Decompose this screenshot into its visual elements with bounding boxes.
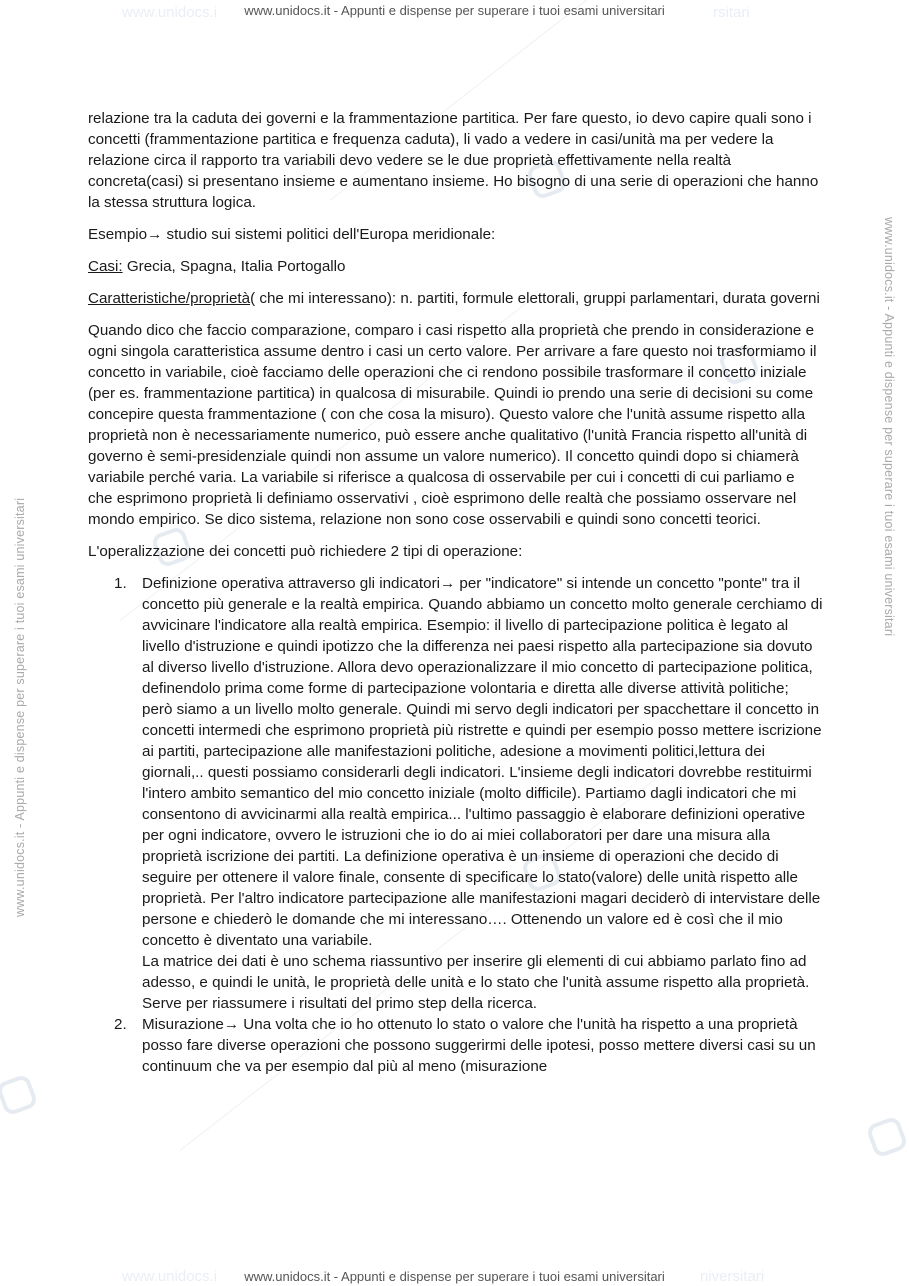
- casi-label: Casi:: [88, 258, 123, 275]
- footer-faint-left: www.unidocs.i: [122, 1268, 218, 1285]
- document-body: [88, 108, 823, 1077]
- right-side-watermark: www.unidocs.it - Appunti e dispense per superare i tuoi esami universitari: [882, 217, 896, 637]
- paragraph: relazione tra la caduta dei governi e la frammentazione partitica. Per fare questo, io devo capire quali sono i concetti (frammentazione partitica e frequenza caduta), li vado a vedere in casi/unità ma per vedere la relazione circa il rapporto tra variabili devo vedere se le due proprietà effettivamente nella realtà concreta(casi) si presentano insieme e aumentano insieme. Ho bisogno di una serie di operazioni che hanno la stessa struttura logica.: [88, 110, 819, 211]
- caratteristiche-line: [88, 288, 823, 309]
- caratteristiche-label: Caratteristiche/proprietà: [88, 290, 251, 307]
- list-item: [88, 573, 823, 1014]
- paragraph: Quando dico che faccio comparazione, comparo i casi rispetto alla proprietà che prendo in considerazione e ogni singola caratteristica assume dentro i casi un certo valore. Per arrivare a fare questo noi trasformiamo il concetto in variabile, cioè facciamo delle operazioni che ci rendono possibile trasformare il concetto iniziale (per es. frammentazione partitica) in qualcosa di misurabile. Quindi io prendo una serie di decisioni su come concepire questa frammentazione ( con che cosa la misuro). Questo valore che l'unità assume rispetto alla proprietà non è necessariamente numerico, può essere anche qualitativo (l'unità Francia rispetto all'unità di governo è semi-presidenziale quindi non assume un valore numerico). Il concetto quindi dopo si chiamerà variabile perché varia. La variabile si riferisce a qualcosa di osservabile per cui i concetti di cui parliamo e che esprimono proprietà li definiamo osservativi , cioè esprimono delle realtà che possiamo osservare nel mondo empirico. Se dico sistema, relazione non sono cose osservabili e quindi sono concetti teorici.: [88, 322, 817, 528]
- operations-list: [88, 573, 823, 1077]
- header-faint-right: rsitari: [713, 4, 750, 21]
- casi-line: [88, 256, 823, 277]
- paragraph: L'operalizzazione dei concetti può richiedere 2 tipi di operazione:: [88, 543, 523, 560]
- header-faint-left: www.unidocs.i: [122, 4, 218, 21]
- left-side-watermark: www.unidocs.it - Appunti e dispense per superare i tuoi esami universitari: [13, 497, 27, 917]
- watermark-logo-icon: [0, 1073, 39, 1117]
- caratteristiche-text: ( che mi interessano): n. partiti, formule elettorali, gruppi parlamentari, durata governi: [250, 290, 820, 307]
- list-number: 1.: [114, 575, 127, 592]
- footer-faint-right: niversitari: [700, 1268, 765, 1285]
- paragraph: Esempio→ studio sui sistemi politici dell'Europa meridionale:: [88, 226, 496, 243]
- list-item: [88, 1014, 823, 1077]
- list-number: 2.: [114, 1016, 127, 1033]
- casi-text: Grecia, Spagna, Italia Portogallo: [122, 258, 346, 275]
- list-item-extra: La matrice dei dati è uno schema riassuntivo per inserire gli elementi di cui abbiamo parlato fino ad adesso, e quindi le unità, le proprietà delle unità e lo stato che l'unità assume rispetto alla proprietà. Serve per riassumere i risultati del primo step della ricerca.: [142, 953, 810, 1012]
- footer-watermark: www.unidocs.it - Appunti e dispense per superare i tuoi esami universitari: [244, 1269, 665, 1284]
- list-item-text: Misurazione→ Una volta che io ho ottenuto lo stato o valore che l'unità ha rispetto a una proprietà posso fare diverse operazioni che possono suggerirmi delle ipotesi, posso mettere diversi casi su un continuum che va per esempio dal più al meno (misurazione: [142, 1016, 816, 1075]
- list-item-text: Definizione operativa attraverso gli indicatori→ per "indicatore" si intende un concetto "ponte" tra il concetto più generale e la realtà empirica. Quando abbiamo un concetto molto generale cerchiamo di avvicinare l'indicatore alla realtà empirica. Esempio: il livello di partecipazione politica è legato al livello d'istruzione e quindi ipotizzo che la differenza nei paesi rispetto alla partecipazione sia dovuto al diverso livello d'istruzione. Allora devo operazionalizzare il mio concetto di partecipazione politica, definendolo prima come forme di partecipazione volontaria e diretta alle diverse attività politiche; però siamo a un livello molto generale. Quindi mi servo degli indicatori per spacchettare il concetto in concetti intermedi che esprimono proprietà più ristrette e quindi per esempio posso mettere iscrizione ai partiti, partecipazione alle manifestazioni politiche, adesione a movimenti politici,lettura dei giornali,.. questi possiamo considerarli degli indicatori. L'insieme degli indicatori dovrebbe restituirmi l'intero ambito semantico del mio concetto iniziale (molto difficile). Partiamo dagli indicatori che mi consentono di avvicinarmi alla realtà empirica... l'ultimo passaggio è elaborare definizioni operative per ogni indicatore, ovvero le istruzioni che io do ai miei collaboratori per dare una misura alla proprietà iscrizione dei partiti. La definizione operativa è un insieme di operazioni che decido di seguire per ottenere il valore finale, consente di specificare lo stato(valore) delle unità rispetto alle proprietà. Per l'altro indicatore partecipazione alle manifestazioni magari deciderò di intervistare delle persone e chiederò le domande che mi interessano…. Ottenendo un valore ed è così che il mio concetto è diventato una variabile.: [142, 575, 823, 949]
- watermark-logo-icon: [865, 1115, 909, 1159]
- header-watermark: www.unidocs.it - Appunti e dispense per superare i tuoi esami universitari: [244, 3, 665, 18]
